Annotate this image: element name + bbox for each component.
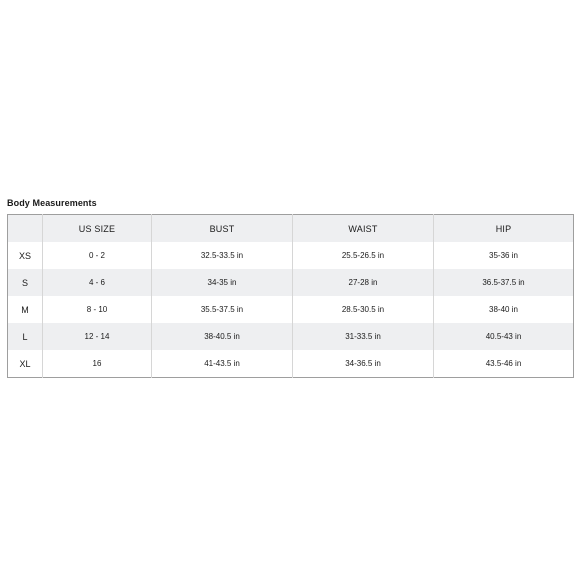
row-size-label: M bbox=[8, 296, 43, 323]
cell-waist: 31-33.5 in bbox=[293, 323, 434, 350]
table-row bbox=[8, 350, 574, 378]
row-size-label: L bbox=[8, 323, 43, 350]
header-size-label bbox=[8, 215, 43, 243]
cell-bust: 35.5-37.5 in bbox=[152, 296, 293, 323]
cell-us-size: 4 - 6 bbox=[43, 269, 152, 296]
cell-waist: 25.5-26.5 in bbox=[293, 242, 434, 269]
table-row bbox=[8, 269, 574, 296]
cell-hip: 38-40 in bbox=[489, 305, 518, 314]
cell-bust: 41-43.5 in bbox=[152, 350, 293, 378]
cell-hip: 40.5-43 in bbox=[485, 332, 522, 341]
row-size-label: XS bbox=[8, 242, 43, 269]
cell-us-size: 12 - 14 bbox=[43, 323, 152, 350]
cell-hip: 36.5-37.5 in bbox=[482, 278, 525, 287]
table-row bbox=[8, 296, 574, 323]
cell-bust: 32.5-33.5 in bbox=[152, 242, 293, 269]
cell-us-size: 8 - 10 bbox=[43, 296, 152, 323]
table-row bbox=[8, 323, 574, 350]
cell-hip: 43.5-46 in bbox=[485, 359, 522, 368]
cell-us-size: 16 bbox=[43, 350, 152, 378]
header-hip: HIP bbox=[495, 223, 512, 234]
section-title: Body Measurements bbox=[7, 198, 97, 208]
body-measurements-section bbox=[7, 197, 573, 378]
row-size-label: S bbox=[8, 269, 43, 296]
cell-bust: 34-35 in bbox=[152, 269, 293, 296]
cell-waist: 28.5-30.5 in bbox=[293, 296, 434, 323]
cell-hip: 35-36 in bbox=[489, 251, 518, 260]
cell-us-size: 0 - 2 bbox=[43, 242, 152, 269]
table-row bbox=[8, 242, 574, 269]
row-size-label: XL bbox=[8, 350, 43, 378]
cell-waist: 27-28 in bbox=[293, 269, 434, 296]
cell-bust: 38-40.5 in bbox=[152, 323, 293, 350]
header-bust: BUST bbox=[152, 215, 293, 243]
table-header-row bbox=[8, 215, 574, 243]
header-us-size: US SIZE bbox=[43, 215, 152, 243]
header-waist: WAIST bbox=[293, 215, 434, 243]
size-chart-table bbox=[7, 214, 574, 378]
cell-waist: 34-36.5 in bbox=[293, 350, 434, 378]
